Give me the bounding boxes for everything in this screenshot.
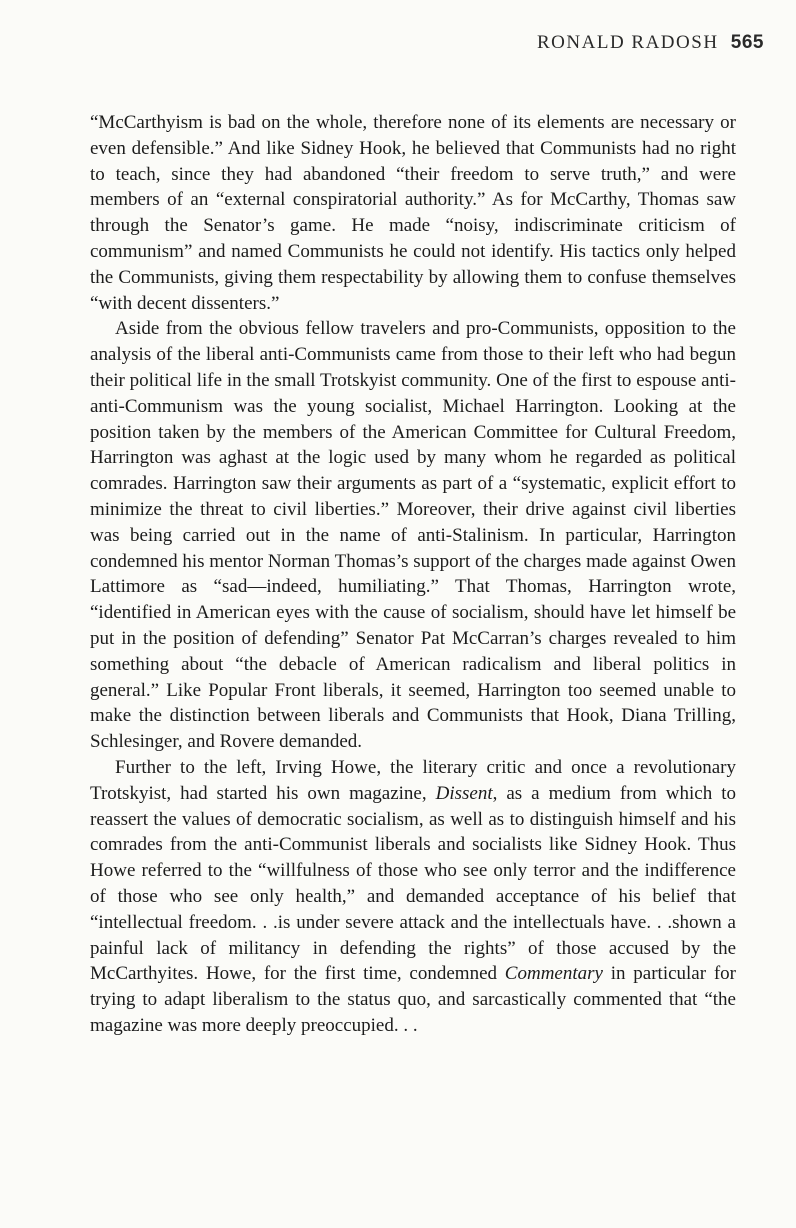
body-text xyxy=(90,110,736,1039)
paragraph xyxy=(90,755,736,1039)
running-head xyxy=(90,32,764,54)
paragraph-text: Aside from the obvious fellow travelers and pro-Communists, opposition to the analysis of the liberal anti-Communists came from those to their left who had begun their political life in the small Trotskyist community. One of the first to espouse anti-anti-Communism was the young socialist, Michael Harrington. Looking at the position taken by the members of the American Committee for Cultural Freedom, Harrington was aghast at the logic used by many whom he regarded as political comrades. Harrington saw their arguments as part of a “systematic, explicit effort to minimize the threat to civil liberties.” Moreover, their drive against civil liberties was being carried out in the name of anti-Stalinism. In particular, Harrington condemned his mentor Norman Thomas’s support of the charges made against Owen Lattimore as “sad—indeed, humiliating.” That Thomas, Harrington wrote, “identified in American eyes with the cause of socialism, should have let himself be put in the position of defending” Senator Pat McCarran’s charges revealed to him something about “the debacle of American radicalism and liberal politics in general.” Like Popular Front liberals, it seemed, Harrington too seemed unable to make the distinction between liberals and Communists that Hook, Diana Trilling, Schlesinger, and Rovere demanded. xyxy=(90,318,736,753)
magazine-title-dissent: Dissent xyxy=(435,782,493,804)
page-number: 565 xyxy=(730,32,764,53)
magazine-title-commentary: Commentary xyxy=(504,963,603,985)
paragraph-text: , as a medium from which to reassert the values of democratic socialism, as well as to distinguish himself and his comrades from the anti-Communist liberals and socialists like Sidney Hook. Thus Howe referred to the “willfulness of those who see only terror and the indifference of those who see only health,” and demanded acceptance of his belief that “intellectual freedom. . .is under severe attack and the intellectuals have. . .shown a painful lack of militancy in defending the rights” of those accused by the McCarthyites. Howe, for the first time, condemned xyxy=(90,782,736,985)
paragraph-text: Further to the left, Irving Howe, the literary critic and once a revolutionary Trotskyist, had started his own magazine, xyxy=(90,756,736,804)
paragraph-text: in particular for trying to adapt liberalism to the status quo, and sarcastically commented that “the magazine was more deeply preoccupied. . . xyxy=(90,963,736,1036)
paragraph xyxy=(90,110,736,316)
paragraph-text: “McCarthyism is bad on the whole, therefore none of its elements are necessary or even defensible.” And like Sidney Hook, he believed that Communists had no right to teach, since they had abandoned “their freedom to serve truth,” and were members of an “external conspiratorial authority.” As for McCarthy, Thomas saw through the Senator’s game. He made “noisy, indiscriminate criticism of communism” and named Communists he could not identify. His tactics only helped the Communists, giving them respectability by allowing them to confuse themselves “with decent dissenters.” xyxy=(90,112,736,314)
paragraph xyxy=(90,316,736,755)
running-head-author: RONALD RADOSH xyxy=(537,32,719,53)
